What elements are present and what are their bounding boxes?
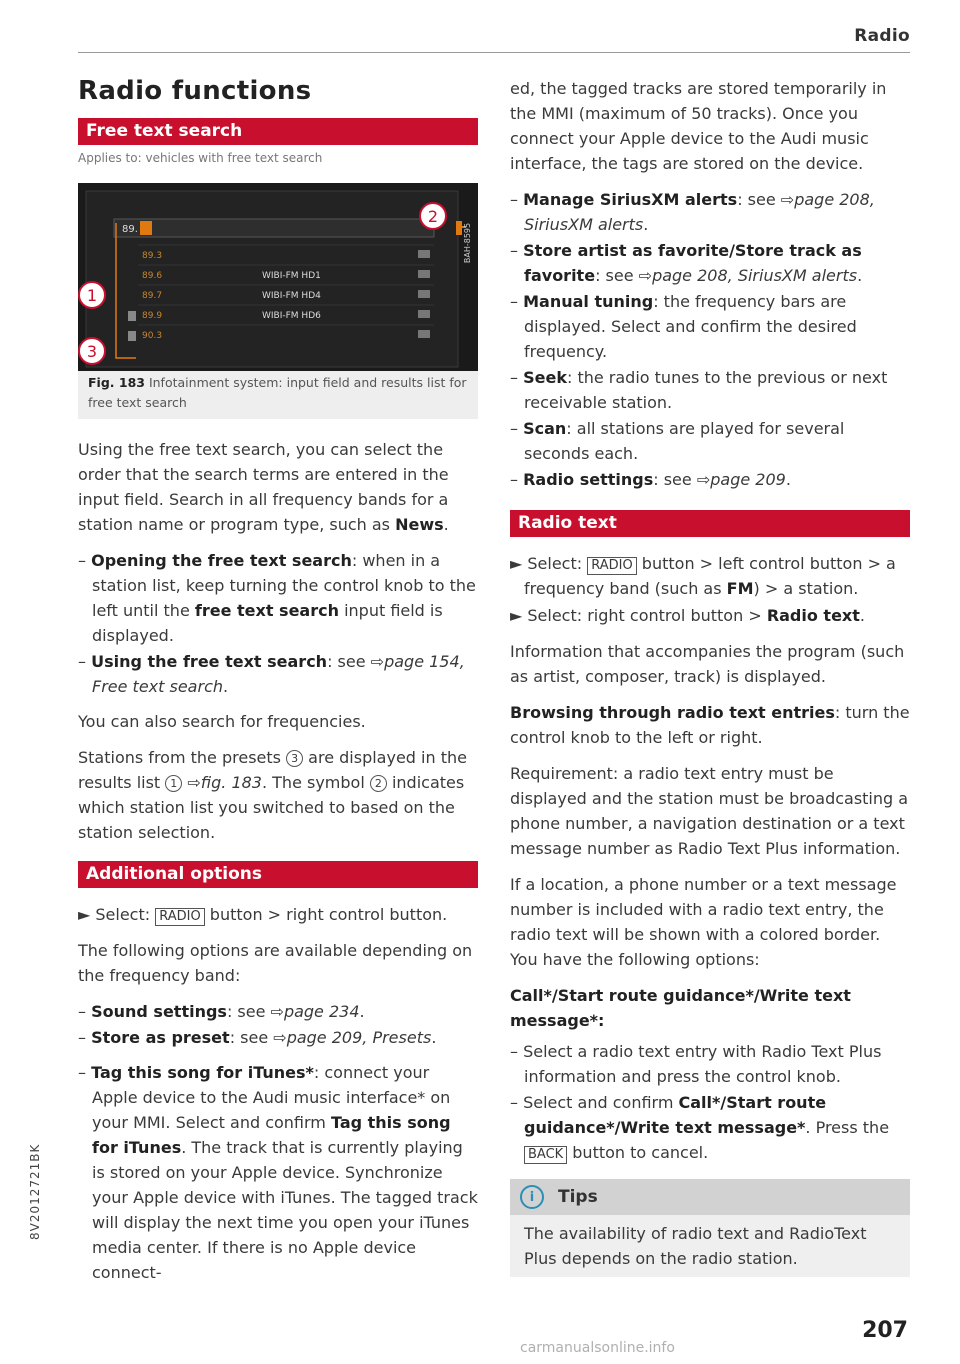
list-item-select-entry: – Select a radio text entry with Radio Text Plus information and press the control knob.	[510, 1042, 882, 1086]
call-heading: Call*/Start route guidance*/Write text message*:	[510, 986, 851, 1030]
browse-text: Browsing through radio text entries: turn the control knob to the left or right.	[510, 703, 910, 747]
hd-icon	[418, 270, 430, 278]
applies-note: Applies to: vehicles with free text search	[78, 151, 323, 165]
left-column	[78, 70, 478, 1286]
row-station: WIBI-FM HD4	[262, 291, 321, 301]
tips-box	[510, 1179, 910, 1277]
svg-text:2: 2	[427, 207, 439, 226]
frequency-search-text: You can also search for frequencies.	[78, 712, 366, 731]
tips-body: The availability of radio text and RadioText Plus depends on the radio station.	[524, 1224, 867, 1268]
row-freq: 89.6	[142, 271, 163, 281]
figure-caption-text: Infotainment system: input field and results list for free text search	[88, 375, 467, 410]
row-station: WIBI-FM HD6	[262, 311, 321, 321]
tag-song-continued: ed, the tagged tracks are stored temporarily in the MMI (maximum of 50 tracks). Once you connect your Apple device to the Audi music interface, the tags are stored on the device.	[510, 79, 887, 173]
section-heading-additional-options: Additional options	[78, 861, 478, 888]
list-item-store-favorite: – Store artist as favorite/Store track as favorite: see ⇨page 208, SiriusXM alerts.	[510, 241, 863, 285]
section-heading-free-text: Free text search	[78, 118, 478, 145]
page-title: Radio functions	[78, 76, 312, 106]
list-item-seek: – Seek: the radio tunes to the previous or next receivable station.	[510, 368, 888, 412]
step-select-station: ► Select: RADIO button > left control button > a frequency band (such as FM) > a station.	[510, 554, 896, 598]
callout-1	[79, 282, 105, 308]
list-item-radio-settings: – Radio settings: see ⇨page 209.	[510, 470, 791, 489]
input-field-text: 89.	[122, 224, 138, 235]
radio-text-info: Information that accompanies the program (such as artist, composer, track) is displayed.	[510, 642, 905, 686]
page-reference-link[interactable]: page 208, SiriusXM alerts	[524, 190, 875, 234]
free-text-intro: Using the free text search, you can select the order that the search terms are entered in the input field. Search in all frequency bands for a station name or program type, such as News.	[78, 440, 449, 534]
row-freq: 89.7	[142, 291, 163, 301]
hd-icon	[418, 330, 430, 338]
page-reference-link[interactable]: page 209	[710, 470, 786, 489]
tips-title: Tips	[558, 1187, 598, 1207]
list-item-store-preset: – Store as preset: see ⇨page 209, Presets.	[78, 1028, 437, 1047]
row-station: WIBI-FM HD1	[262, 271, 321, 281]
page-reference-link[interactable]: page 234	[283, 1002, 360, 1021]
page-reference-link[interactable]: page 208, SiriusXM alerts	[652, 266, 858, 285]
page-number: 207	[862, 1318, 908, 1343]
step-select-radio: ► Select: RADIO button > right control button.	[78, 905, 448, 924]
figure-reference-link[interactable]: fig. 183	[200, 773, 262, 792]
callout-ref-2: 2	[370, 775, 387, 792]
callout-ref-3: 3	[286, 750, 303, 767]
figure-183	[78, 183, 478, 419]
radio-key: RADIO	[155, 908, 204, 926]
list-item-sound-settings: – Sound settings: see ⇨page 234.	[78, 1002, 365, 1021]
radio-key: RADIO	[587, 557, 636, 575]
callout-ref-1: 1	[165, 775, 182, 792]
document-code: 8V2012721BK	[28, 1143, 42, 1240]
list-item-use-free-text: – Using the free text search: see ⇨page 154, Free text search.	[78, 652, 465, 696]
row-freq: 89.9	[142, 311, 163, 321]
row-freq: 89.3	[142, 251, 163, 261]
row-freq: 90.3	[142, 331, 163, 341]
header-rule	[78, 52, 910, 53]
infotainment-screenshot	[78, 183, 478, 371]
hd-icon	[418, 310, 430, 318]
location-text: If a location, a phone number or a text message number is included with a radio text entry, the radio text will be shown with a colored border. You have the following options:	[510, 875, 897, 969]
svg-text:1: 1	[86, 286, 98, 305]
hd-icon	[418, 250, 430, 258]
list-item-confirm-call: – Select and confirm Call*/Start route guidance*/Write text message*. Press the BACK button to cancel.	[510, 1093, 890, 1162]
list-item-manual-tuning: – Manual tuning: the frequency bars are displayed. Select and confirm the desired frequency.	[510, 292, 857, 361]
presets-text: Stations from the presets 3 are displayed in the results list 1 ⇨fig. 183. The symbol 2 indicates which station list you switched to based on the station selection.	[78, 748, 467, 842]
options-intro: The following options are available depending on the frequency band:	[78, 941, 473, 985]
figure-label: Fig. 183	[88, 375, 145, 390]
right-column	[510, 70, 910, 1277]
figure-caption	[78, 371, 478, 413]
list-item-siriusxm-alerts: – Manage SiriusXM alerts: see ⇨page 208, SiriusXM alerts.	[510, 190, 875, 234]
watermark: carmanualsonline.info	[520, 1340, 675, 1356]
callout-2	[420, 203, 446, 229]
step-select-radio-text: ► Select: right control button > Radio text.	[510, 606, 865, 625]
section-heading-radio-text: Radio text	[510, 510, 910, 537]
list-item-tag-song: – Tag this song for iTunes*: connect your Apple device to the Audi music interface* on your MMI. Select and confirm Tag this song for iTunes. The track that is currently playing is stored on your Apple device. Synchronize your Apple device with iTunes. The tagged track will display the next time you open your iTunes media center. If there is no Apple device connect-	[78, 1063, 478, 1282]
callout-3	[79, 338, 105, 364]
svg-text:3: 3	[86, 342, 98, 361]
tips-header	[510, 1179, 910, 1215]
page-reference-link[interactable]: page 209, Presets	[286, 1028, 432, 1047]
list-item-scan: – Scan: all stations are played for several seconds each.	[510, 419, 845, 463]
back-key: BACK	[524, 1146, 567, 1164]
hd-icon	[418, 290, 430, 298]
requirement-text: Requirement: a radio text entry must be displayed and the station must be broadcasting a phone number, a navigation destination or a text message number as Radio Text Plus information.	[510, 764, 909, 858]
infotainment-screen-drawing	[78, 183, 478, 371]
page-reference-link[interactable]: page 154, Free text search	[92, 652, 465, 696]
running-head: Radio	[854, 26, 910, 46]
image-code: BAH-8595	[463, 222, 472, 264]
info-icon: i	[520, 1185, 544, 1209]
list-item-open-free-text: – Opening the free text search: when in a station list, keep turning the control knob to the left until the free text search input field is displayed.	[78, 551, 476, 645]
